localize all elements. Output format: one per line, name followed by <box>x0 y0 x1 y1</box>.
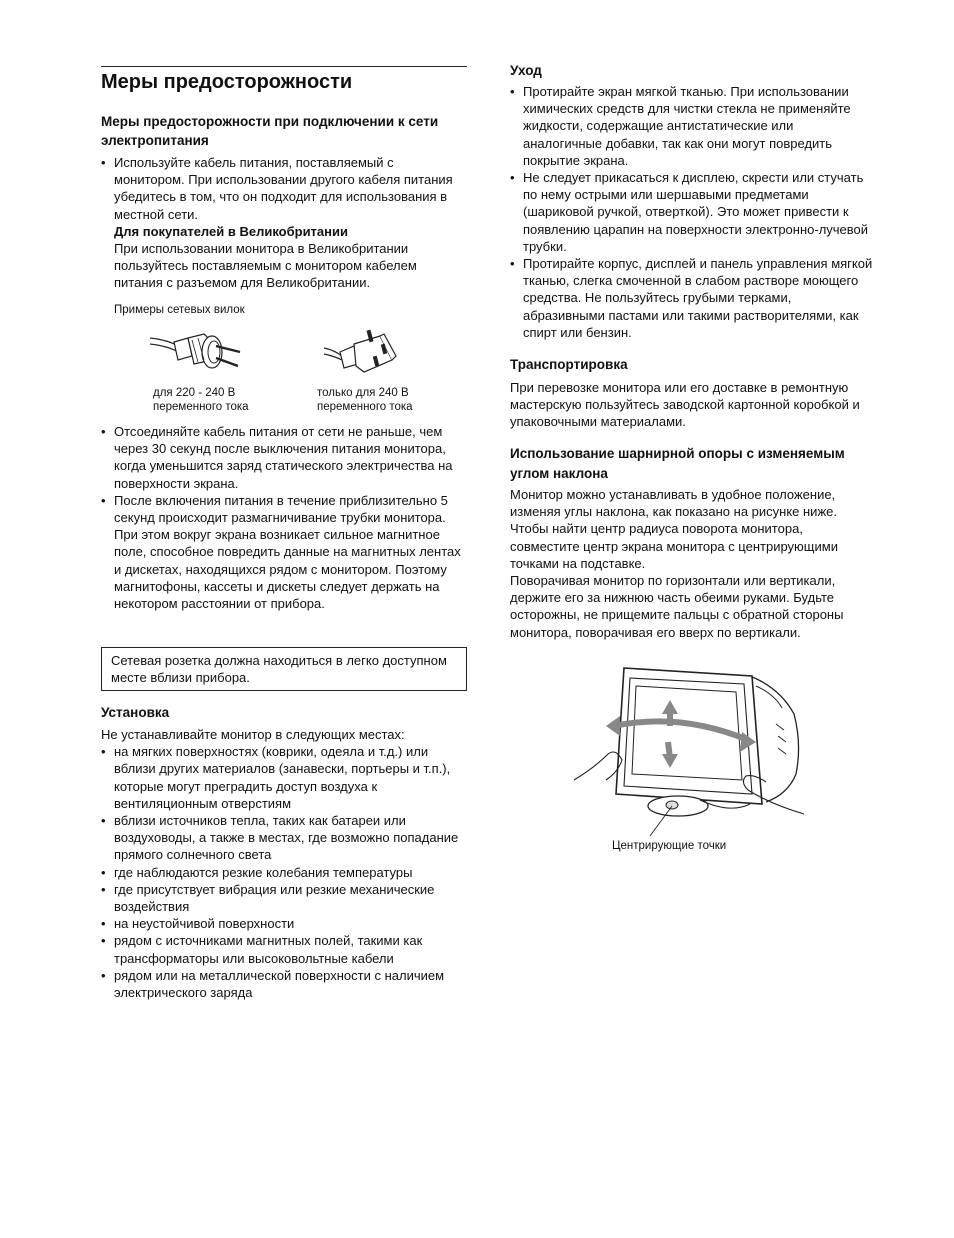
power-section <box>101 112 467 292</box>
care-heading: Уход <box>510 63 542 78</box>
centering-points-caption: Центрирующие точки <box>612 840 727 852</box>
list-item: • рядом или на металлической поверхности с наличием электрического заряда <box>101 967 467 1001</box>
list-item: • Протирайте экран мягкой тканью. При использовании химических средств для чистки стекла не применяйте жидкости, содержащие антистатические или аналогичные добавки, так как они могут повредить покрытие экрана. <box>510 83 874 169</box>
list-item: • на мягких поверхностях (коврики, одеяла и т.д.) или вблизи других материалов (занавески, портьеры и т.п.), которые могут преградить доступ воздуха к вентиляционным отверстиям <box>101 743 467 812</box>
uk-text: При использовании монитора в Великобритании пользуйтесь поставляемым с монитором кабелем питания с разъемом для Великобритании. <box>114 241 417 291</box>
page-title: Меры предосторожности <box>101 66 467 94</box>
care-list <box>510 83 874 341</box>
plug2-label: только для 240 В переменного тока <box>317 387 413 413</box>
power-heading: Меры предосторожности при подключении к сети электропитания <box>101 114 439 148</box>
list-item <box>101 154 467 292</box>
list-item: • где присутствует вибрация или резкие механические воздействия <box>101 881 467 915</box>
swivel-text-2: Поворачивая монитор по горизонтали или вертикали, держите его за нижнюю часть обеими руками. Будьте осторожны, не прищемите пальцы с обратной стороны монитора, поворачивая его вверх по вертикали. <box>510 573 844 640</box>
care-section <box>510 62 874 341</box>
install-section <box>101 704 467 1001</box>
plug1-label: для 220 - 240 В переменного тока <box>153 387 249 413</box>
list-item: • Протирайте корпус, дисплей и панель управления мягкой тканью, слегка смоченной в слабом растворе моющего средства. Не пользуйтесь грубыми терками, абразивными пастами или такими растворителями, как спирт или бензин. <box>510 255 874 341</box>
power-list-1 <box>101 154 467 292</box>
list-item: • рядом с источниками магнитных полей, такими как трансформаторы или высоковольтные кабели <box>101 932 467 966</box>
power-bullet-1: Используйте кабель питания, поставляемый с монитором. При использовании другого кабеля питания убедитесь в том, что он подходит для использования в местной сети. <box>114 155 453 222</box>
plugs-caption: Примеры сетевых вилок <box>114 304 245 316</box>
list-item: • на неустойчивой поверхности <box>101 915 467 932</box>
swivel-text-1: Монитор можно устанавливать в удобное положение, изменяя углы наклона, как показано на рисунке ниже. Чтобы найти центр радиуса поворота монитора, совместите центр экрана монитора с центрирующими точками на подставке. <box>510 487 838 571</box>
list-item: • Отсоединяйте кабель питания от сети не раньше, чем через 30 секунд после выключения питания монитора, когда уменьшится заряд статического электричества на поверхности экрана. <box>101 423 467 492</box>
install-list <box>101 743 467 1001</box>
power-list-2 <box>101 423 467 612</box>
plug-uk-icon <box>320 326 400 386</box>
uk-heading: Для покупателей в Великобритании <box>114 223 348 239</box>
install-heading: Установка <box>101 705 170 720</box>
list-item: • вблизи источников тепла, таких как батареи или воздуховоды, а также в местах, где возможно попадание прямого солнечного света <box>101 812 467 864</box>
swivel-section <box>510 444 874 641</box>
transport-heading: Транспортировка <box>510 357 628 372</box>
install-intro: Не устанавливайте монитор в следующих местах: <box>101 727 405 742</box>
monitor-swivel-illustration <box>570 664 810 834</box>
list-item: • где наблюдаются резкие колебания температуры <box>101 864 467 881</box>
notice-text: Сетевая розетка должна находиться в легко доступном месте вблизи прибора. <box>111 653 447 686</box>
list-item: • Не следует прикасаться к дисплею, скрести или стучать по нему острыми или шершавыми предметами (шариковой ручкой, отверткой). Это может привести к появлению царапин на поверхности электронно-лучевой трубки. <box>510 169 874 255</box>
list-item: • После включения питания в течение приблизительно 5 секунд происходит размагничивание трубки монитора. При этом вокруг экрана возникает сильное магнитное поле, способное повредить данные на магнитных лентах и дискетах, находящихся рядом с монитором. Поэтому магнитофоны, кассеты и дискеты следует держать на некотором расстоянии от прибора. <box>101 492 467 612</box>
notice-box <box>101 647 467 691</box>
transport-section <box>510 356 874 431</box>
plug-euro-icon <box>148 326 248 386</box>
power-section-2 <box>101 423 467 612</box>
swivel-heading: Использование шарнирной опоры с изменяемым углом наклона <box>510 446 845 481</box>
transport-text: При перевозке монитора или его доставке в ремонтную мастерскую пользуйтесь заводской картонной коробкой и упаковочными материалами. <box>510 380 860 430</box>
